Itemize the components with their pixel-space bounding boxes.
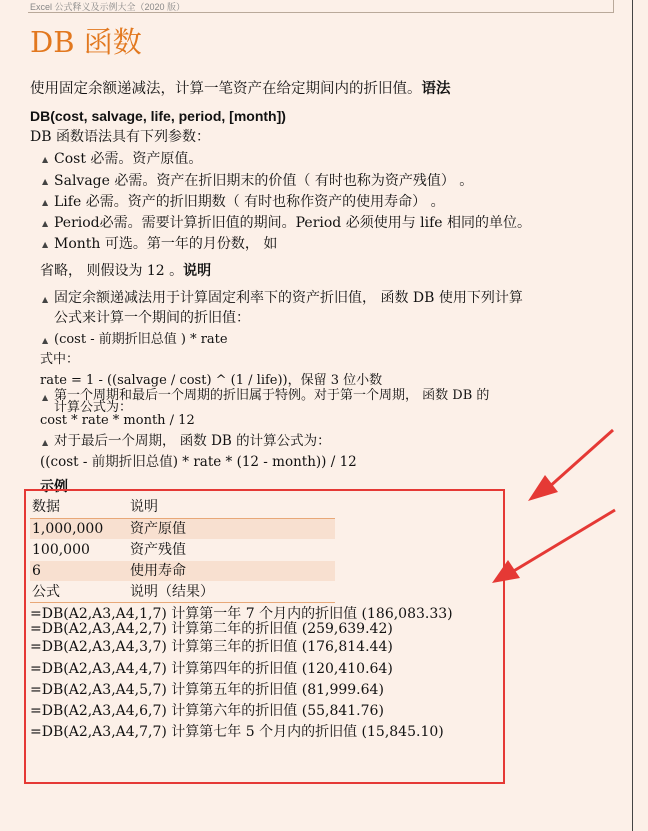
param-life: Life 必需。资产的折旧期数（ 有时也称作资产的使用寿命） 。	[54, 194, 445, 210]
remark-1-line-2: 公式来计算一个期间的折旧值：	[54, 310, 250, 326]
arrow-lower-head	[492, 560, 520, 583]
table-rule	[30, 602, 335, 603]
params-intro: DB 函数语法具有下列参数：	[30, 129, 210, 145]
formula-1: (cost - 前期折旧总值 ) * rate	[54, 332, 228, 347]
formula-3: ((cost - 前期折旧总值) * rate * (12 - month)) / 12	[40, 454, 357, 470]
month-continued: 省略， 则假设为 12 。说明	[40, 263, 212, 279]
param-cost: Cost 必需。资产原值。	[54, 151, 203, 167]
param-period: Period必需。需要计算折旧值的期间。Period 必须使用与 life 相同的单位。	[54, 215, 532, 231]
data-row-1-desc: 资产原值	[130, 521, 186, 537]
formula-header-col2: 说明（结果）	[130, 584, 214, 600]
example-heading: 示例	[40, 479, 68, 495]
syntax-line: DB(cost, salvage, life, period, [month])	[30, 108, 286, 124]
formula-2: cost * rate * month / 12	[40, 413, 195, 428]
data-header-col2: 说明	[130, 499, 158, 515]
where-label: 式中：	[40, 352, 80, 367]
data-row-3-value: 6	[32, 563, 41, 579]
intro-paragraph: 使用固定余额递减法，计算一笔资产在给定期间内的折旧值。语法	[30, 80, 451, 97]
formula-header-col1: 公式	[32, 584, 60, 600]
param-salvage: Salvage 必需。资产在折旧期末的价值（ 有时也称为资产残值） 。	[54, 173, 474, 189]
formula-row-5: =DB(A2,A3,A4,5,7) 计算第五年的折旧值 (81,999.64)	[30, 682, 384, 698]
data-row-1-value: 1,000,000	[32, 521, 104, 537]
data-row-2-value: 100,000	[32, 542, 90, 558]
formula-row-2: =DB(A2,A3,A4,2,7) 计算第二年的折旧值 (259,639.42)	[30, 621, 393, 637]
page-title: DB 函数	[30, 25, 142, 59]
formula-row-6: =DB(A2,A3,A4,6,7) 计算第六年的折旧值 (55,841.76)	[30, 703, 384, 719]
formula-row-3: =DB(A2,A3,A4,3,7) 计算第三年的折旧值 (176,814.44)	[30, 639, 393, 655]
rate-formula: rate = 1 - ((salvage / cost) ^ (1 / life))，保留 3 位小数	[40, 373, 383, 388]
bullet-icon: ▲	[42, 198, 49, 207]
remark-2-line-1: 第一个周期和最后一个周期的折旧属于特例。对于第一个周期， 函数 DB 的	[54, 388, 490, 403]
data-row-3-desc: 使用寿命	[130, 563, 186, 579]
bullet-icon: ▲	[42, 155, 49, 164]
remark-3: 对于最后一个周期， 函数 DB 的计算公式为：	[54, 433, 331, 449]
bullet-icon: ▲	[42, 177, 49, 186]
arrow-upper-line	[548, 430, 613, 488]
bullet-icon: ▲	[42, 219, 49, 228]
data-row-2-desc: 资产残值	[130, 542, 186, 558]
arrow-lower-line	[512, 510, 615, 572]
formula-row-1: =DB(A2,A3,A4,1,7) 计算第一年 7 个月内的折旧值 (186,083.33)	[30, 606, 453, 622]
bullet-icon: ▲	[42, 336, 49, 345]
bullet-icon: ▲	[42, 393, 49, 402]
bullet-icon: ▲	[42, 240, 49, 249]
formula-row-4: =DB(A2,A3,A4,4,7) 计算第四年的折旧值 (120,410.64)	[30, 661, 393, 677]
remark-1-line-1: 固定余额递减法用于计算固定利率下的资产折旧值， 函数 DB 使用下列计算	[54, 290, 523, 306]
formula-row-7: =DB(A2,A3,A4,7,7) 计算第七年 5 个月内的折旧值 (15,845.10)	[30, 724, 444, 740]
param-month: Month 可选。第一年的月份数， 如	[54, 236, 278, 252]
bullet-icon: ▲	[42, 438, 49, 447]
bullet-icon: ▲	[42, 295, 49, 304]
arrow-upper-head	[528, 475, 558, 501]
data-header-col1: 数据	[32, 499, 60, 515]
remark-2-line-2: 计算公式为：	[54, 400, 133, 415]
book-header: Excel 公式释义及示例大全（2020 版）	[30, 2, 186, 12]
